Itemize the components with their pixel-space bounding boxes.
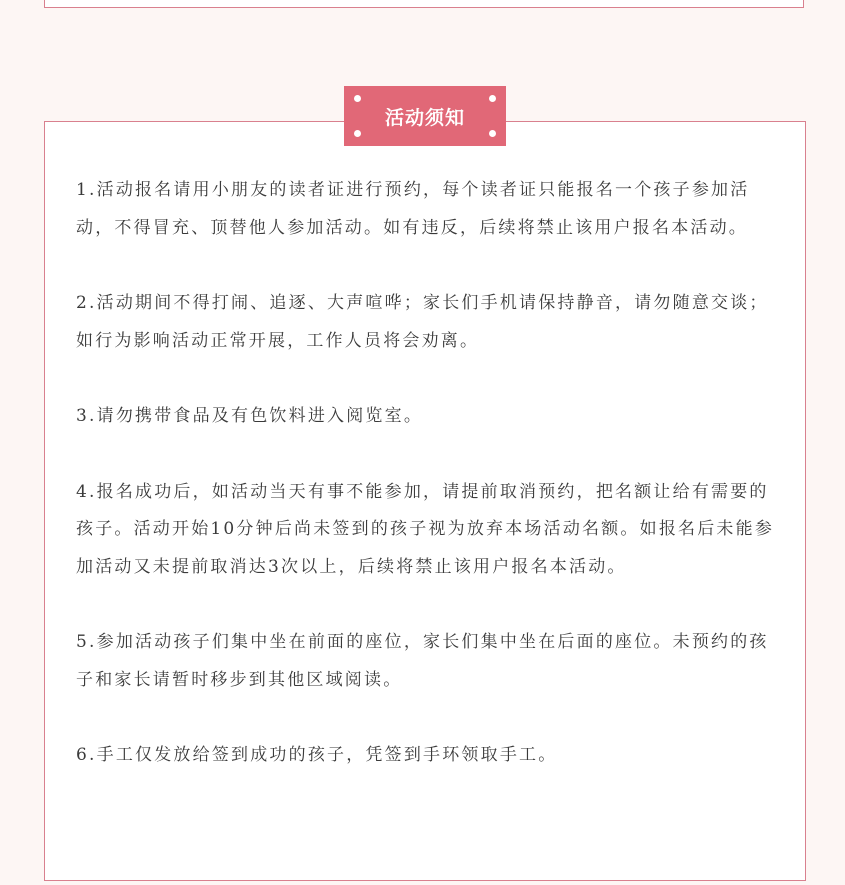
section-title: 活动须知 xyxy=(384,106,465,129)
rules-list xyxy=(76,172,776,813)
badge-dot-bottom-right xyxy=(489,130,496,137)
previous-section-card-bottom xyxy=(44,0,804,8)
rule-item-1: 1.活动报名请用小朋友的读者证进行预约，每个读者证只能报名一个孩子参加活动，不得冒充、顶替他人参加活动。如有违反，后续将禁止该用户报名本活动。 xyxy=(76,180,750,238)
rule-item-3: 3.请勿携带食品及有色饮料进入阅览室。 xyxy=(76,406,424,426)
rule-item-6: 6.手工仅发放给签到成功的孩子，凭签到手环领取手工。 xyxy=(76,745,558,765)
badge-dot-bottom-left xyxy=(354,130,361,137)
section-title-badge xyxy=(344,86,506,146)
badge-dot-top-right xyxy=(489,95,496,102)
rule-item-4: 4.报名成功后，如活动当天有事不能参加，请提前取消预约，把名额让给有需要的孩子。活动开始10分钟后尚未签到的孩子视为放弃本场活动名额。如报名后未能参加活动又未提前取消达3次以上，后续将禁止该用户报名本活动。 xyxy=(76,481,775,577)
badge-dot-top-left xyxy=(354,95,361,102)
rule-item-5: 5.参加活动孩子们集中坐在前面的座位，家长们集中坐在后面的座位。未预约的孩子和家长请暂时移步到其他区域阅读。 xyxy=(76,632,769,690)
rule-item-2: 2.活动期间不得打闹、追逐、大声喧哗；家长们手机请保持静音，请勿随意交谈；如行为影响活动正常开展，工作人员将会劝离。 xyxy=(76,293,769,351)
